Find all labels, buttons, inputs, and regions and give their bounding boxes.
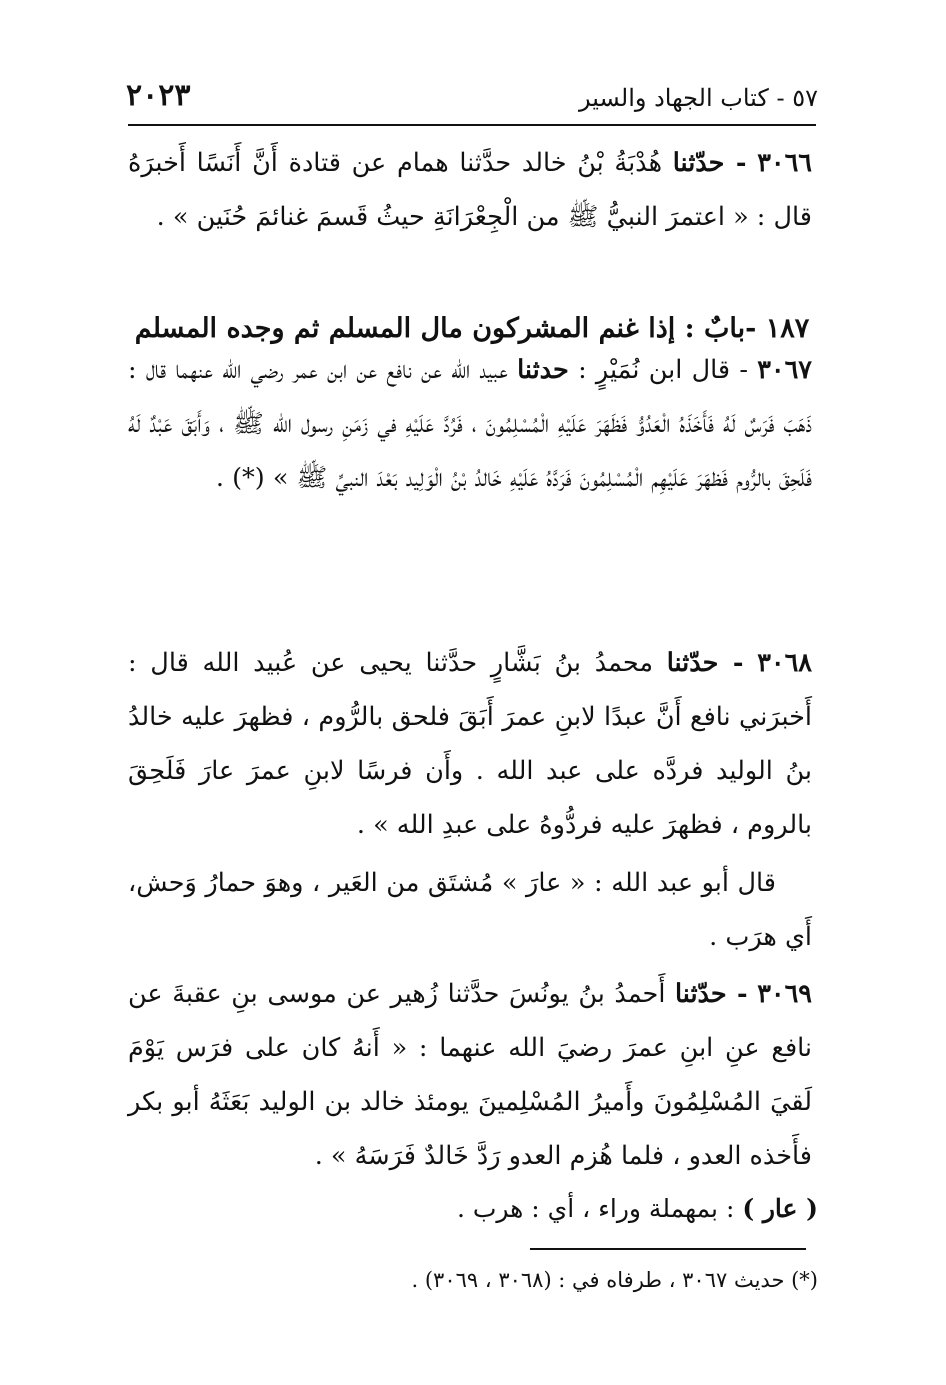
hadith-3068: ٣٠٦٨ - حدّثنا محمدُ بنُ بَشَّارٍ حدَّثنا يحيى عن عُبيد الله قال : أَخبرَني نافع أَنَّ عبدًا لابنِ عمرَ أَبَقَ فلحق بالرُّوم ، فظهرَ عليه خالدُ بنُ الوليد فردَّه على عبد الله . وأَن فرسًا لابنِ عمرَ عارَ فَلَحِقَ بالروم ، فظهرَ عليه فردُّوهُ على عبدِ الله » .: [128, 648, 813, 840]
hadith-keyword: حدثنا: [517, 355, 569, 385]
hadith-keyword: حدّثنا: [672, 148, 725, 178]
hadith-lead: - قال ابن نُمَيْرٍ :: [578, 355, 748, 385]
hadith-text: عبيد الله عن نافع عن ابن عمر رضي الله عنهما قال : ذَهَبَ فَرَسٌ لَهُ فَأَخَذَهُ الْعَدُوُّ فَظَهَرَ عَلَيْهِ الْمُسْلِمُونَ ، فَرُدَّ عَلَيْهِ في زَمَنِ رسول الله ﷺ ، وَأَبَقَ عَبْدٌ لَهُ فَلَحِقَ بالرُّوم فَظهَرَ عَلَيْهِم الْمُسْلِمُونَ فَرَدَّهُ عَلَيْهِ خَالدُ بْنُ الْوَلِيد بَعْدَ النبيِّ ﷺ » (*) .: [128, 355, 812, 493]
running-header-title: ٥٧ - كتاب الجهاد والسير: [579, 84, 818, 112]
hadith-3069: ٣٠٦٩ - حدّثنا أَحمدُ بنُ يونُسَ حدَّثنا زُهير عن موسى بنِ عقبةَ عن نافع عنِ ابنِ عمرَ رضيَ الله عنهما : « أَنهُ كان على فرَس يَوْمَ لَقيَ المُسْلِمُونَ وأَميرُ المُسْلِمينَ يومئذ خالد بن الوليد بَعَثَهُ أبو بكر فأَخذه العدو ، فلما هُزم العدو رَدَّ خَالدٌ فَرَسَهُ » .: [128, 979, 813, 1171]
hadith-number: ٣٠٦٨: [757, 648, 813, 678]
footnote-divider: [530, 1248, 806, 1250]
gloss-note: [457, 1185, 818, 1233]
hadith-number: ٣٠٦٩: [757, 979, 813, 1009]
hadith-keyword: حدّثنا: [674, 979, 727, 1009]
hadith-number: ٣٠٦٧: [757, 355, 812, 385]
hadith-3068-comment: قال أبو عبد الله : « عارَ » مُشتَق من العَير ، وهوَ حمارُ وَحش، أَي هرَب .: [128, 868, 812, 952]
hadith-number: ٣٠٦٦: [757, 148, 813, 178]
hadith-keyword: حدّثنا: [666, 648, 719, 678]
gloss-term: ( عار ): [742, 1194, 818, 1223]
header-divider: [128, 124, 816, 126]
footnote: (*) حديث ٣٠٦٧ ، طرفاه في : (٣٠٦٨ ، ٣٠٦٩) .: [411, 1268, 818, 1292]
gloss-text: : بمهملة وراء ، أي : هرب .: [456, 1194, 735, 1223]
chapter-heading: ١٨٧ -بابٌ : إذا غنم المشركون مال المسلم ثم وجده المسلم: [134, 313, 810, 344]
hadith-3066: ٣٠٦٦ - حدّثنا هُدْبَةُ بْنُ خالد حدَّثنا همام عن قتادة أَنَّ أَنَسًا أَخبرَهُ قال : « اعتمرَ النبيُّ ﷺ من الْجِعْرَانَةِ حيثُ قَسمَ غنائمَ حُنَين » .: [128, 148, 813, 232]
hadith-text: أَحمدُ بنُ يونُسَ حدَّثنا زُهير عن موسى بنِ عقبةَ عن نافع عنِ ابنِ عمرَ رضيَ الله عنهما : « أَنهُ كان على فرَس يَوْمَ لَقيَ المُسْلِمُونَ وأَميرُ المُسْلِمينَ يومئذ خالد بن الوليد بَعَثَهُ أبو بكر فأَخذه العدو ، فلما هُزم العدو رَدَّ خَالدٌ فَرَسَهُ » .: [128, 979, 812, 1171]
hadith-text: هُدْبَةُ بْنُ خالد حدَّثنا همام عن قتادة أَنَّ أَنَسًا أَخبرَهُ قال : « اعتمرَ النبيُّ ﷺ من الْجِعْرَانَةِ حيثُ قَسمَ غنائمَ حُنَين » .: [128, 148, 812, 232]
page-number: ٢٠٢٣: [126, 78, 191, 113]
hadith-3067: [128, 343, 812, 505]
hadith-text: محمدُ بنُ بَشَّارٍ حدَّثنا يحيى عن عُبيد الله قال : أَخبرَني نافع أَنَّ عبدًا لابنِ عمرَ أَبَقَ فلحق بالرُّوم ، فظهرَ عليه خالدُ بنُ الوليد فردَّه على عبد الله . وأَن فرسًا لابنِ عمرَ عارَ فَلَحِقَ بالروم ، فظهرَ عليه فردُّوهُ على عبدِ الله » .: [128, 648, 812, 840]
